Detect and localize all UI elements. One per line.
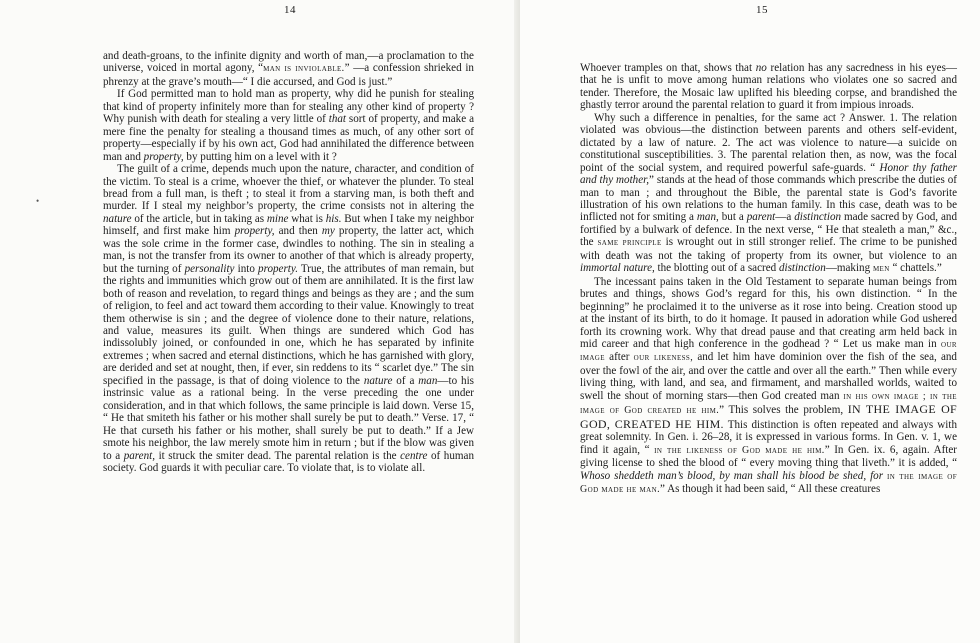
italic-text: mine: [266, 212, 289, 225]
text-run: by putting him on a level with it ?: [183, 150, 337, 163]
text-run: ” As though it had been said, “ All these creatures: [659, 482, 881, 495]
styled-text: in the image of God made he man.: [580, 470, 958, 495]
text-run: This distinction is often repeated and always with great solemnity. In Gen. i. 26–28, it is expressed in various forms. In Gen. v. 1, we find it again, “: [580, 418, 957, 456]
styled-text: in the likeness of God made he him.: [654, 444, 825, 456]
text-run: “ chattels.”: [889, 262, 942, 275]
italic-text: parent,: [123, 449, 156, 462]
italic-text: my: [321, 225, 335, 238]
text-run: of the article, but in taking as: [131, 212, 267, 225]
italic-text: Honor thy father and thy mother,: [580, 161, 957, 187]
paragraph: [580, 62, 957, 112]
text-run: ” In Gen. ix. 6, again. After giving license to shed the blood of “ every moving thing that liveth.” it is added, “: [580, 443, 957, 470]
text-run: The guilt of a crime, depends much upon the nature, character, and condition of the victim. To steal is a crime, whoever the thief, or whatever the plunder. To steal bread from a full man, is theft ; to steal it from a starving man, is both theft and murder. If I steal my neighbor’s property, the crime consists not in altering the: [103, 163, 474, 213]
text-run: —a: [775, 211, 795, 224]
italic-text: distinction: [778, 262, 826, 275]
text-run: sort of property, and make a mere fine the penalty for stealing a thousand times as much, of any other sort of property—especially if by his own act, God had annihilated the difference between man and: [103, 113, 474, 163]
text-run: and then: [274, 225, 322, 238]
italic-text: personality: [184, 262, 235, 275]
right-page-number: 15: [756, 4, 768, 16]
text-run: property, the latter act, which was the sole crime in the former case, dwindles to nothing. The sin in stealing a man, is not the transfer from its owner to another of that which is already property, but the turning of: [103, 225, 474, 275]
text-run: relation has any sacredness in his eyes—that he is unfit to move among human relations who violates one so sacred and tender. Therefore, the Mosaic law uplifted his bleeding corpse, and brandished the ghastly terror around the parental relation to guard it from impious inroads.: [580, 62, 957, 112]
text-run: after: [604, 351, 634, 364]
italic-text: man,: [696, 211, 719, 224]
italic-text: no: [755, 62, 767, 74]
styled-text: men: [872, 263, 890, 275]
styled-text: in his own image ; in the image of God created he him.: [580, 390, 957, 417]
text-run: made sacred by God, and fortified by a bulwark of defence. In the next verse, “ He that stealeth a man,” &c., the: [580, 211, 958, 249]
italic-text: distinction: [794, 211, 842, 224]
paragraph: [580, 112, 957, 276]
text-run: into: [234, 262, 259, 275]
text-run: what is: [288, 212, 326, 225]
right-page: [520, 0, 980, 643]
styled-text: man is inviolable.: [263, 63, 345, 75]
text-run: ” —a confession shrieked in phrenzy at the grave’s mouth—“ I die accursed, and God is just.”: [103, 62, 474, 88]
text-run: Why such a difference in penalties, for the same act ? Answer. 1. The relation violated was obvious—the distinction between parents and others self-evident, dictated by a law of nature. 2. The act was violence to nature—a suicide on constitutional susceptibilities. 3. The parental relation then, as now, was the focal point of the social system, and required powerful safe-guards. “: [580, 111, 957, 174]
text-run: Whoever tramples on that, shows that: [580, 62, 756, 74]
styled-text: same principle: [597, 237, 662, 249]
left-page-number: 14: [284, 4, 296, 16]
text-run: of a: [392, 374, 419, 387]
paragraph: [103, 50, 474, 88]
paragraph: [580, 276, 957, 497]
italic-text: property,: [143, 150, 184, 163]
italic-text: his.: [325, 212, 342, 225]
text-run: True, the attributes of man remain, but the rights and immunities which grow out of them are annihilated. It is the first law both of reason and revelation, to regard things and beings as they are ; and the sum of religion, to feel and act toward them according to their value. Knowingly to treat them otherwise is sin ; and the degree of violence done to their nature, relations, and value, measures its guilt. When things are sundered which God has indissolubly joined, or confounded in one, which he has separated by infinite extremes ; when sacred and eternal distinctions, which he has garnished with glory, are derided and set at nought, then, if ever, sin reddens to its “ scarlet dye.” The sin specified in the passage, is that of doing violence to the: [103, 262, 474, 387]
italic-text: immortal nature,: [580, 262, 655, 275]
text-run: —making: [825, 262, 873, 275]
italic-text: centre: [400, 449, 428, 462]
italic-text: man: [418, 374, 438, 387]
italic-text: property.: [258, 262, 298, 275]
styled-text: our likeness,: [633, 352, 694, 364]
text-run: and death-groans, to the infinite dignity and worth of man,—a proclamation to the universe, voiced in mortal agony, “: [103, 50, 474, 75]
text-run: ” This solves the problem,: [719, 404, 848, 417]
text-run: but a: [718, 211, 747, 224]
styled-text: our image: [580, 338, 957, 364]
italic-text: nature: [103, 212, 132, 225]
text-run: But when I take my neighbor himself, and first make him: [103, 212, 474, 238]
italic-text: that: [328, 113, 346, 126]
left-page-text: [103, 50, 474, 474]
text-run: —to his instrinsic value as a rational being. In the verse preceding the one under consideration, and in that which follows, the same principle is laid down. Verse 15, “ He that smiteth his father or his mother shall surely be put to death.” Verse. 17, “ He that curseth his father or his mother, shall surely be put to death.” If a Jew smote his neighbor, the law merely smote him in return ; but if the blow was given to a: [103, 374, 474, 462]
text-run: and let him have dominion over the fish of the sea, and over the fowl of the air, and over the cattle and over all the earth.” Then while every living thing, with land, and sea, and firmament, and marshalled worlds, waited to swell the shout of morning stars—then God created man: [580, 351, 957, 402]
right-page-text: [580, 62, 957, 496]
italic-text: parent: [746, 211, 776, 224]
text-run: of human society. God guards it with peculiar care. To violate that, is to violate all.: [103, 449, 475, 474]
styled-text: IN THE IMAGE OF GOD, CREATED HE HIM.: [580, 402, 957, 431]
text-run: If God permitted man to hold man as property, why did he punish for stealing that kind of property infinitely more than for stealing any other kind of property ? Why punish with death for stealing a very little of: [103, 88, 474, 126]
italic-text: property,: [234, 225, 275, 238]
paragraph: [103, 88, 474, 163]
text-run: it struck the smiter dead. The parental relation is the: [155, 449, 401, 462]
paragraph: [103, 163, 474, 474]
text-run: ” stands at the head of those commands which prescribe the duties of man to man ; and throughout the Bible, the parental state is God’s favorite illustration of his own relations to the human family. In this case, death was to be inflicted not for smiting a: [580, 174, 957, 224]
italic-text: Whoso sheddeth man’s blood, by man shall his blood be shed, for: [580, 469, 884, 482]
margin-mark: •: [36, 196, 40, 206]
text-run: the blotting out of a sacred: [654, 262, 779, 275]
italic-text: nature: [363, 374, 393, 387]
text-run: is wrought out in still stronger relief. The crime to be punished with death was not the taking of property from its owner, but violence to an: [580, 236, 958, 262]
text-run: The incessant pains taken in the Old Testament to separate human beings from brutes and things, shows God’s regard for this, his own distinction. “ In the beginning” he proclaimed it to the universe as it rose into being. Creation stood up at the instant of its birth, to do it homage. It paused in adoration while God ushered forth its crowning work. Why that dread pause and that creating arm held back in mid career and that high conference in the godhead ? “ Let us make man in: [580, 275, 957, 350]
